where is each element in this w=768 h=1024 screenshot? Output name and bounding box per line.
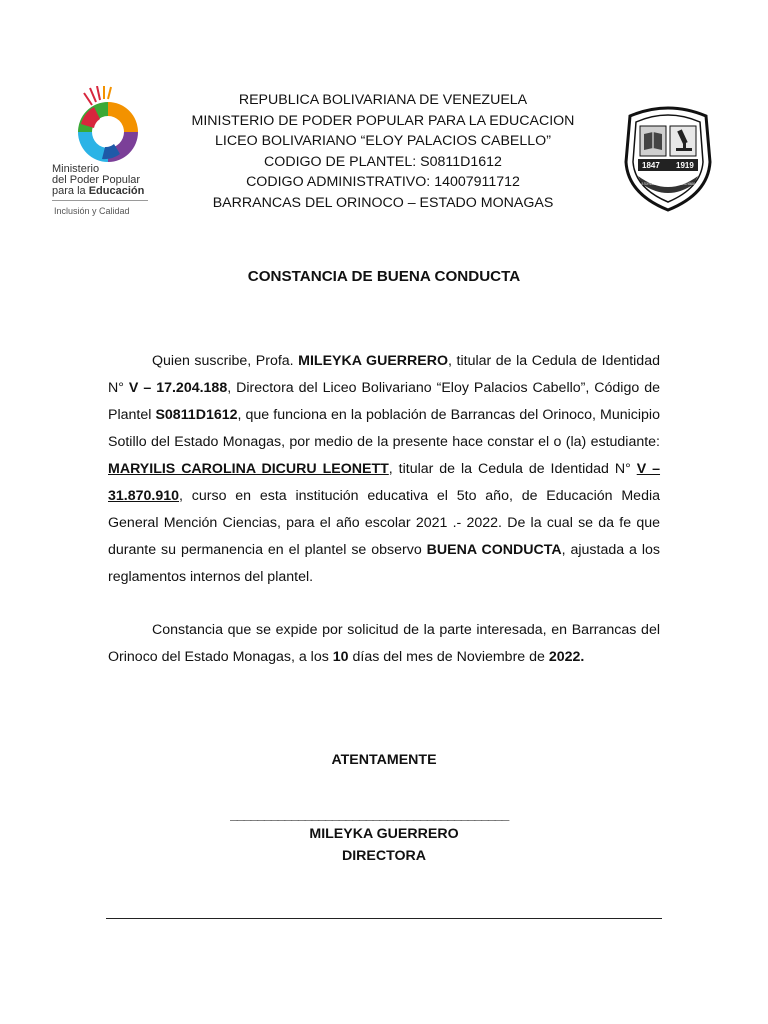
plantel-code: S0811D1612 xyxy=(155,407,238,423)
header-line-plantel-code: CODIGO DE PLANTEL: S0811D1612 xyxy=(264,153,502,170)
school-seal-icon xyxy=(620,102,716,214)
document-title: CONSTANCIA DE BUENA CONDUCTA xyxy=(247,268,521,285)
seal-year-right: 1919 xyxy=(676,161,694,170)
header-line-school: LICEO BOLIVARIANO “ELOY PALACIOS CABELLO” xyxy=(215,133,551,150)
signature-name: MILEYKA GUERRERO xyxy=(309,826,459,842)
header-line-location: BARRANCAS DEL ORINOCO – ESTADO MONAGAS xyxy=(212,194,554,211)
logo-divider xyxy=(52,200,148,201)
ministry-emblem-icon xyxy=(68,86,148,164)
signature-role: DIRECTORA xyxy=(341,848,427,864)
ministry-tagline: Inclusión y Calidad xyxy=(54,206,130,216)
header-line-country: REPUBLICA BOLIVARIANA DE VENEZUELA xyxy=(238,92,528,108)
ministry-logo-text: Ministerio del Poder Popular para la Educación xyxy=(52,163,145,197)
school-seal xyxy=(620,102,716,214)
header-line-admin-code: CODIGO ADMINISTRATIVO: 14007911712 xyxy=(246,174,520,191)
letterhead xyxy=(150,90,616,214)
conduct-rating: BUENA CONDUCTA xyxy=(426,542,562,558)
body-paragraph-1: Quien suscribe, Profa. MILEYKA GUERRERO, titular de la Cedula de Identidad N° V – 17.204.188, Directora del Liceo Bolivariano “Eloy Palacios Cabello”, Código de Plantel S0811D1612, que funciona en la población de Barrancas del Orinoco, Municipio Sotillo del Estado Monagas, por medio de la presente hace constar el o (la) estudiante: MARYILIS CAROLINA DICURU LEONETT, titular de la Cedula de Identidad N° V – 31.870.910, curso en esta institución educativa el 5to año, de Educación Media General Mención Ciencias, para el año escolar 2021 .- 2022. De la cual se da fe que durante su permanencia en el plantel se observo BUENA CONDUCTA, ajustada a los reglamentos internos del plantel. xyxy=(108,353,661,585)
header-line-ministry: MINISTERIO DE PODER POPULAR PARA LA EDUCACION xyxy=(191,112,575,129)
document-body xyxy=(108,348,660,671)
issue-day: 10 xyxy=(332,649,349,665)
body-paragraph-2: Constancia que se expide por solicitud de la parte interesada, en Barrancas del Orinoco del Estado Monagas, a los 10 días del mes de Noviembre de 2022. xyxy=(108,622,660,665)
issue-year: 2022. xyxy=(548,649,585,665)
signer-id: V – 17.204.188 xyxy=(128,380,228,396)
student-id: V – 31.870.910 xyxy=(108,461,661,504)
footer-divider xyxy=(106,918,662,919)
seal-year-left: 1847 xyxy=(642,161,660,170)
closing-salutation: ATENTAMENTE xyxy=(331,752,437,768)
seal-ring-text: L.B. "ELOY PALACIOS CABELLO" BARRANCAS DEL ORINOCO EDO. MONAGAS xyxy=(641,181,696,186)
signature-line: _________________________________________ xyxy=(230,806,509,822)
student-name: MARYILIS CAROLINA DICURU LEONETT xyxy=(108,461,389,477)
signer-name: MILEYKA GUERRERO xyxy=(298,353,449,369)
